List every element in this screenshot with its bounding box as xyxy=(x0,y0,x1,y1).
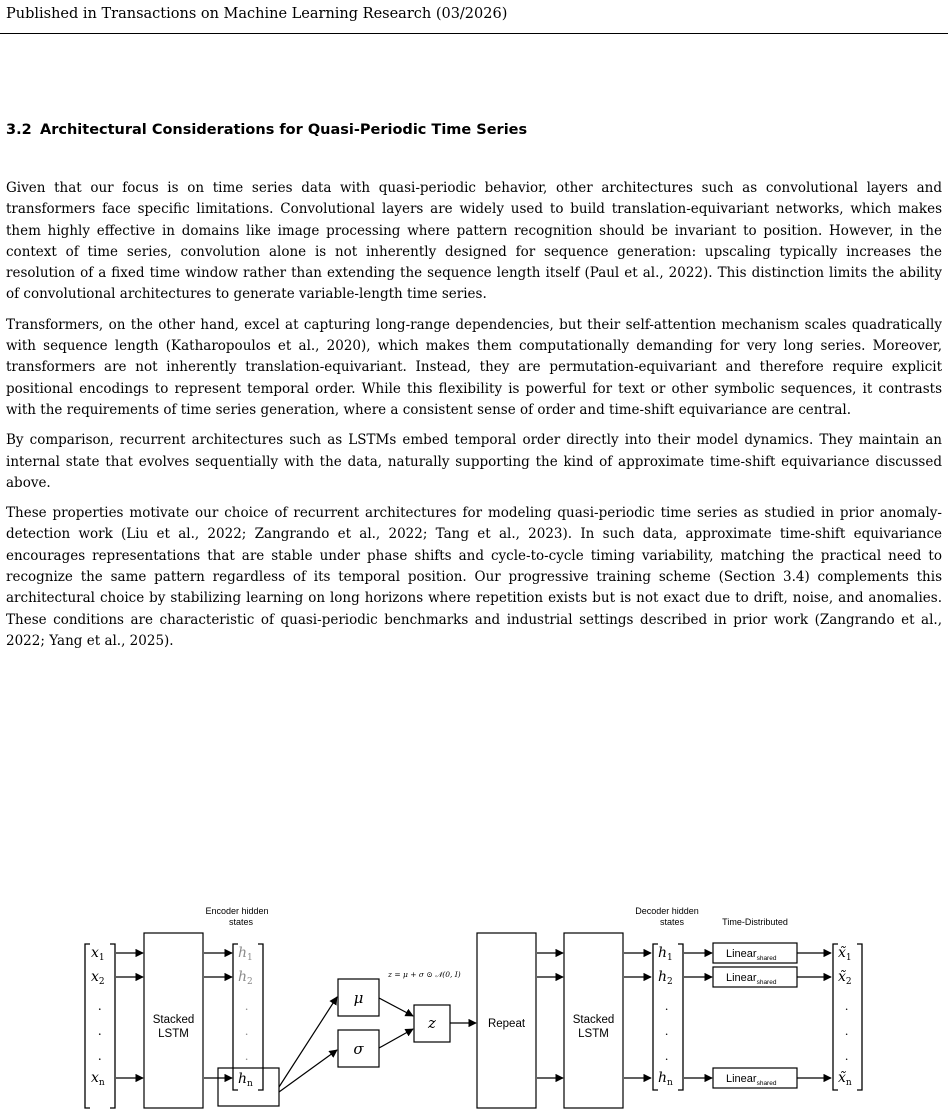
architecture-figure xyxy=(0,900,948,1109)
section-heading xyxy=(6,120,936,140)
input-right-bracket xyxy=(110,944,115,1108)
running-header: Published in Transactions on Machine Learning Research (03/2026) xyxy=(6,6,508,22)
input-dot: . xyxy=(98,1024,102,1039)
architecture-diagram xyxy=(0,900,948,1109)
dec-hidden-right-bracket xyxy=(678,944,683,1090)
section-number: 3.2 xyxy=(6,122,32,138)
linear-shared-2 xyxy=(713,967,797,987)
mu-symbol: μ xyxy=(353,989,364,1007)
paragraph: Given that our focus is on time series data with quasi-periodic behavior, other architectures such as convolutional layers and transformers face specific limitations. Convolutional layers are widely used to build translation-equivariant networks, which makes them highly effective in domains like image processing where pattern recognition should be invariant to position. However, in the context of time series, convolution alone is not inherently designed for sequence generation: upscaling typically increases the resolution of a fixed time window rather than extending the sequence length itself (Paul et al., 2022). This distinction limits the ability of convolutional architectures to generate variable-length time series. xyxy=(6,180,942,303)
output-dot: . xyxy=(845,1048,849,1063)
time-distributed-label: Time-Distributed xyxy=(722,917,788,927)
decoder-hidden-label-2: states xyxy=(659,917,685,927)
linear-label: Linear$_{shared}$ xyxy=(726,948,777,962)
encoder-label-2: LSTM xyxy=(158,1028,189,1040)
enc-dot: . xyxy=(245,998,249,1013)
input-x1: $x_1$ xyxy=(91,945,105,963)
output-right-bracket xyxy=(857,944,862,1090)
input-xn: $x_n$ xyxy=(91,1070,105,1088)
arrow-hn-mu xyxy=(279,997,337,1087)
decoder-label-2: LSTM xyxy=(578,1028,609,1040)
reparameterization-formula: z = μ + σ ⊙ 𝒩(0, I) xyxy=(388,970,461,979)
z-symbol: z xyxy=(428,1014,436,1032)
paragraph: These properties motivate our choice of recurrent architectures for modeling quasi-periodic time series as studied in prior anomaly-detection work (Liu et al., 2022; Zangrando et al., 2022; Tang et al., 2023). In such data, approximate time-shift equivariance encourages representations that are stable under phase shifts and cycle-to-cycle timing variability, matching the practical need to recognize the same pattern regardless of its temporal position. Our progressive training scheme (Section 3.4) complements this architectural choice by stabilizing learning on long horizons where repetition exists but is not exact due to drift, noise, and anomalies. These conditions are characteristic of quasi-periodic benchmarks and industrial settings described in prior work (Zangrando et al., 2022; Yang et al., 2025). xyxy=(6,505,942,649)
arrow-sigma-z xyxy=(379,1029,413,1048)
output-vector xyxy=(833,944,862,1090)
enc-dot: . xyxy=(245,1023,249,1038)
section-title: Architectural Considerations for Quasi-Periodic Time Series xyxy=(40,122,528,138)
linear-shared-1 xyxy=(713,943,797,963)
output-xn: $x̃_n$ xyxy=(838,1070,852,1088)
dec-dot: . xyxy=(665,1023,669,1038)
enc-dot: . xyxy=(245,1048,249,1063)
arrow-hn-sigma xyxy=(279,1050,337,1092)
paragraph: By comparison, recurrent architectures such as LSTMs embed temporal order directly into their model dynamics. They maintain an internal state that evolves sequentially with the data, naturally supporting the kind of approximate time-shift equivariance discussed above. xyxy=(6,432,942,491)
encoder-hidden-vector xyxy=(218,944,279,1106)
encoder-hidden-label-2: states xyxy=(228,917,254,927)
decoder-label-1: Stacked xyxy=(572,1014,615,1026)
output-dot: . xyxy=(845,998,849,1013)
sigma-symbol: σ xyxy=(353,1040,364,1058)
dec-dot: . xyxy=(665,1048,669,1063)
enc-h2: $h_2$ xyxy=(238,969,253,987)
body-text xyxy=(6,178,942,661)
dec-h2: $h_2$ xyxy=(658,969,673,987)
input-vector xyxy=(85,944,115,1108)
input-left-bracket xyxy=(85,944,90,1108)
dec-dot: . xyxy=(665,998,669,1013)
encoder-label-1: Stacked xyxy=(152,1014,195,1026)
decoder-hidden-vector xyxy=(653,944,683,1090)
decoder-stacked-lstm xyxy=(564,933,623,1108)
output-dot: . xyxy=(845,1023,849,1038)
input-x2: $x_2$ xyxy=(91,969,105,987)
enc-h1: $h_1$ xyxy=(238,945,253,963)
input-dot: . xyxy=(98,999,102,1014)
enc-hn: $h_n$ xyxy=(238,1071,253,1089)
repeat-label: Repeat xyxy=(487,1018,526,1030)
input-dot: . xyxy=(98,1049,102,1064)
output-x2: $x̃_2$ xyxy=(838,969,852,987)
output-left-bracket xyxy=(833,944,838,1090)
linear-label: Linear$_{shared}$ xyxy=(726,972,777,986)
output-x1: $x̃_1$ xyxy=(838,945,852,963)
dec-h1: $h_1$ xyxy=(658,945,673,963)
dec-hn: $h_n$ xyxy=(658,1070,673,1088)
paragraph: Transformers, on the other hand, excel at capturing long-range dependencies, but their self-attention mechanism scales quadratically with sequence length (Katharopoulos et al., 2020), which makes them computationally demanding for very long series. Moreover, transformers are not inherently translation-equivariant. Instead, they are permutation-equivariant and therefore require explicit positional encodings to represent temporal order. While this flexibility is powerful for text or other symbolic sequences, it contrasts with the requirements of time series generation, where a consistent sense of order and time-shift equivariance are central. xyxy=(6,316,942,418)
arrow-mu-z xyxy=(379,998,413,1016)
header-rule xyxy=(0,33,948,34)
encoder-stacked-lstm xyxy=(144,933,203,1108)
linear-shared-n xyxy=(713,1068,797,1088)
linear-label: Linear$_{shared}$ xyxy=(726,1073,777,1087)
dec-hidden-left-bracket xyxy=(653,944,658,1090)
decoder-hidden-label: Decoder hidden xyxy=(635,906,699,916)
encoder-hidden-label: Encoder hidden xyxy=(205,906,269,916)
